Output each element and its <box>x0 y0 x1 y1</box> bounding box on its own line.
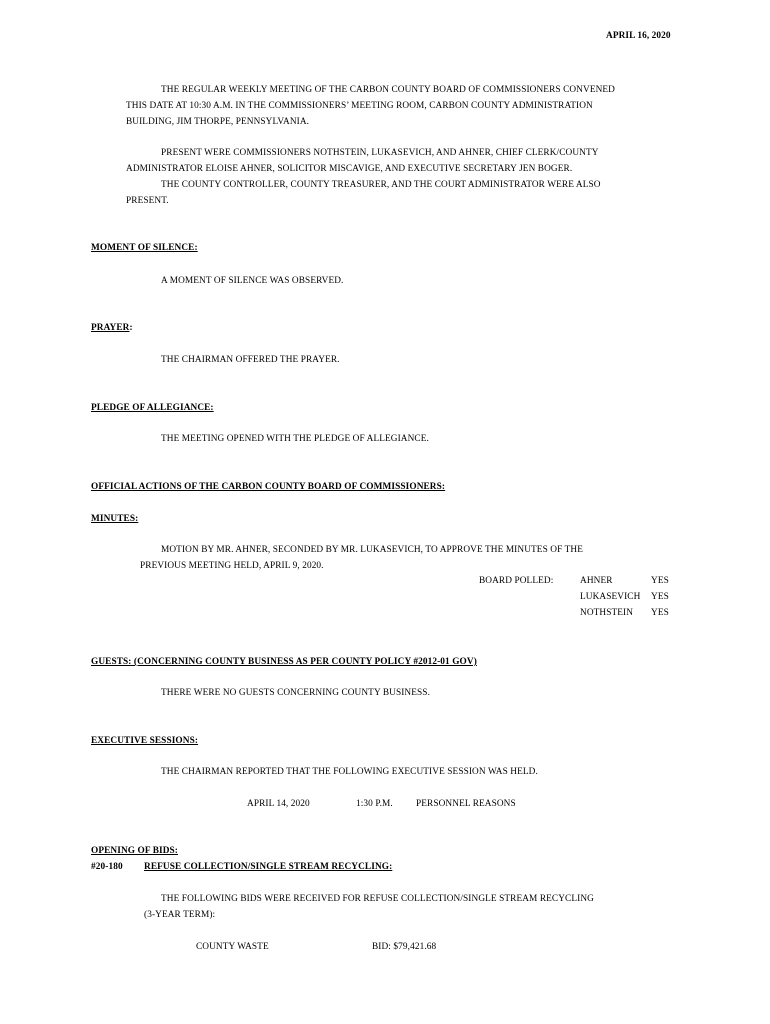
official-actions-heading: OFFICIAL ACTIONS OF THE CARBON COUNTY BOARD OF COMMISSIONERS: <box>91 482 446 492</box>
executive-sessions-text: THE CHAIRMAN REPORTED THAT THE FOLLOWING EXECUTIVE SESSION WAS HELD. <box>161 767 538 777</box>
attendance-line: THE COUNTY CONTROLLER, COUNTY TREASURER, AND THE COURT ADMINISTRATOR WERE ALSO <box>161 180 601 190</box>
bid-title: REFUSE COLLECTION/SINGLE STREAM RECYCLING: <box>144 862 393 872</box>
attendance-line: ADMINISTRATOR ELOISE AHNER, SOLICITOR MISCAVIGE, AND EXECUTIVE SECRETARY JEN BOGER. <box>126 164 573 174</box>
bid-amount: BID: $79,421.68 <box>372 942 437 952</box>
document-date: APRIL 16, 2020 <box>606 31 671 41</box>
intro-line: THIS DATE AT 10:30 A.M. IN THE COMMISSIONERS’ MEETING ROOM, CARBON COUNTY ADMINISTRATION <box>126 101 593 111</box>
bids-line: THE FOLLOWING BIDS WERE RECEIVED FOR REFUSE COLLECTION/SINGLE STREAM RECYCLING <box>161 894 594 904</box>
bid-number: #20-180 <box>91 862 123 872</box>
minutes-line: PREVIOUS MEETING HELD, APRIL 9, 2020. <box>140 561 324 571</box>
intro-line: BUILDING, JIM THORPE, PENNSYLVANIA. <box>126 117 310 127</box>
minutes-heading: MINUTES: <box>91 514 139 524</box>
bidder-name: COUNTY WASTE <box>196 942 269 952</box>
vote-value: YES <box>651 576 669 586</box>
session-date: APRIL 14, 2020 <box>247 799 310 809</box>
vote-value: YES <box>651 608 669 618</box>
vote-name: NOTHSTEIN <box>580 608 634 618</box>
session-reason: PERSONNEL REASONS <box>416 799 516 809</box>
guests-heading: GUESTS: (CONCERNING COUNTY BUSINESS AS PER COUNTY POLICY #2012-01 GOV) <box>91 657 477 667</box>
guests-text: THERE WERE NO GUESTS CONCERNING COUNTY BUSINESS. <box>161 688 430 698</box>
executive-sessions-heading: EXECUTIVE SESSIONS: <box>91 736 199 746</box>
minutes-line: MOTION BY MR. AHNER, SECONDED BY MR. LUKASEVICH, TO APPROVE THE MINUTES OF THE <box>161 545 583 555</box>
pledge-heading: PLEDGE OF ALLEGIANCE: <box>91 403 214 413</box>
pledge-text: THE MEETING OPENED WITH THE PLEDGE OF ALLEGIANCE. <box>161 434 429 444</box>
vote-value: YES <box>651 592 669 602</box>
prayer-heading-label: PRAYER <box>91 323 130 333</box>
session-time: 1:30 P.M. <box>356 799 393 809</box>
board-polled-label: BOARD POLLED: <box>479 576 554 586</box>
moment-text: A MOMENT OF SILENCE WAS OBSERVED. <box>161 276 344 286</box>
intro-line: THE REGULAR WEEKLY MEETING OF THE CARBON COUNTY BOARD OF COMMISSIONERS CONVENED <box>161 85 615 95</box>
moment-heading: MOMENT OF SILENCE: <box>91 243 198 253</box>
attendance-line: PRESENT. <box>126 196 169 206</box>
prayer-text: THE CHAIRMAN OFFERED THE PRAYER. <box>161 355 340 365</box>
prayer-heading <box>91 323 133 334</box>
vote-name: LUKASEVICH <box>580 592 641 602</box>
opening-of-bids-heading: OPENING OF BIDS: <box>91 846 179 856</box>
vote-name: AHNER <box>580 576 613 586</box>
attendance-line: PRESENT WERE COMMISSIONERS NOTHSTEIN, LUKASEVICH, AND AHNER, CHIEF CLERK/COUNTY <box>161 148 599 158</box>
bids-line: (3-YEAR TERM): <box>144 910 216 920</box>
prayer-heading-colon: : <box>129 323 133 333</box>
